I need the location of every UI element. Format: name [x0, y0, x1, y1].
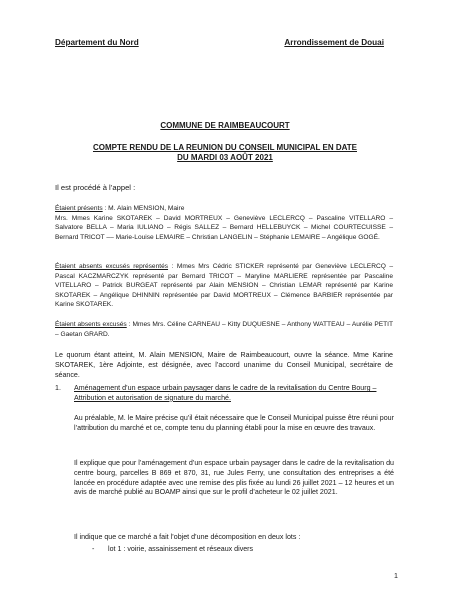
absents-represented-label: Étaient absents excusés représentés: [55, 263, 169, 270]
presents-label: Étaient présents: [55, 205, 103, 212]
report-title-line1: COMPTE RENDU DE LA REUNION DU CONSEIL MUNICIPAL EN DATE: [92, 143, 357, 152]
paragraph-lots-intro: Il indique que ce marché a fait l’objet d’une décomposition en deux lots :: [74, 533, 301, 541]
paragraph-consultation: Il explique que pour l’aménagement d’un espace urbain paysager dans le cadre de la revitalisation du centre bourg, parcelles B 869 et 870, 31, rue Jules Ferry, une consultation des entreprises a été lancée en procédure adaptée avec une remise des plis fixée au lundi 26 juillet 2021 – 12 heures et un avis de marché publié au BOAMP ainsi que sur le profil d’acheteur le 02 juillet 2021.: [74, 459, 394, 497]
presents-paragraph: [55, 204, 393, 242]
bullet-dash: -: [92, 545, 95, 553]
agenda-item-number: 1.: [55, 384, 61, 392]
absents-represented-text: : Mmes Mrs Cédric STICKER représenté par Geneviève LECLERCQ – Pascal KACZMARCZYK représenté par Bernard TRICOT – Maryline MARLIERE représentée par Pascaline VITELLARO – Patrick BURGEAT représenté par Alain MENSION – Christian LEMAR représenté par Karine SKOTAREK – Angélique DHINNIN représentée par David MORTREUX – Clémence BARBIER représentée par Karine SKOTAREK.: [55, 263, 393, 308]
agenda-item-title: Aménagement d’un espace urbain paysager dans le cadre de la revitalisation du Centre Bourg – Attribution et autorisation de signature du marché.: [74, 384, 377, 402]
paragraph-preamble: Au préalable, M. le Maire précise qu’il était nécessaire que le Conseil Municipal puisse être réuni pour l’attribution du marché et ce, compte tenu du planning établi pour la mise en œuvre des travaux.: [74, 414, 394, 432]
page-number: 1: [394, 572, 398, 580]
absents-excused-text: : Mmes Mrs. Céline CARNEAU – Kitty DUQUESNE – Anthony WATTEAU – Aurélie PETIT – Gaetan GRARD.: [55, 321, 394, 338]
absents-represented-paragraph: [55, 262, 393, 310]
commune-title: COMMUNE DE RAIMBEAUCOURT: [160, 121, 290, 130]
header-arrondissement: Arrondissement de Douai: [284, 38, 384, 47]
header-department: Département du Nord: [55, 38, 139, 47]
presents-text: : M. Alain MENSION, Maire Mrs. Mmes Karine SKOTAREK – David MORTREUX – Geneviève LECLERCQ – Pascaline VITELLARO – Salvatore BELLA – Maria IULIANO – Régis SALLEZ – Bernard HELLEBUYCK – Michel COURTECUISSE – Bernard TRICOT –– Marie-Louise LEMAIRE – Christian LANGELIN – Stéphanie LEMAIRE – Angélique GOGÉ.: [55, 205, 393, 241]
absents-excused-paragraph: [55, 320, 393, 339]
roll-call-intro: Il est procédé à l’appel :: [55, 183, 136, 192]
absents-excused-label: Étaient absents excusés: [55, 321, 127, 328]
quorum-paragraph: Le quorum étant atteint, M. Alain MENSION, Maire de Raimbeaucourt, ouvre la séance. Mme Karine SKOTAREK, 1ère Adjointe, est désignée, avec l’accord unanime du Conseil Municipal, secrétaire de séance.: [55, 351, 393, 379]
report-title-line2: DU MARDI 03 AOÛT 2021: [177, 153, 273, 162]
lot-text: lot 1 : voirie, assainissement et réseaux divers: [108, 545, 254, 553]
